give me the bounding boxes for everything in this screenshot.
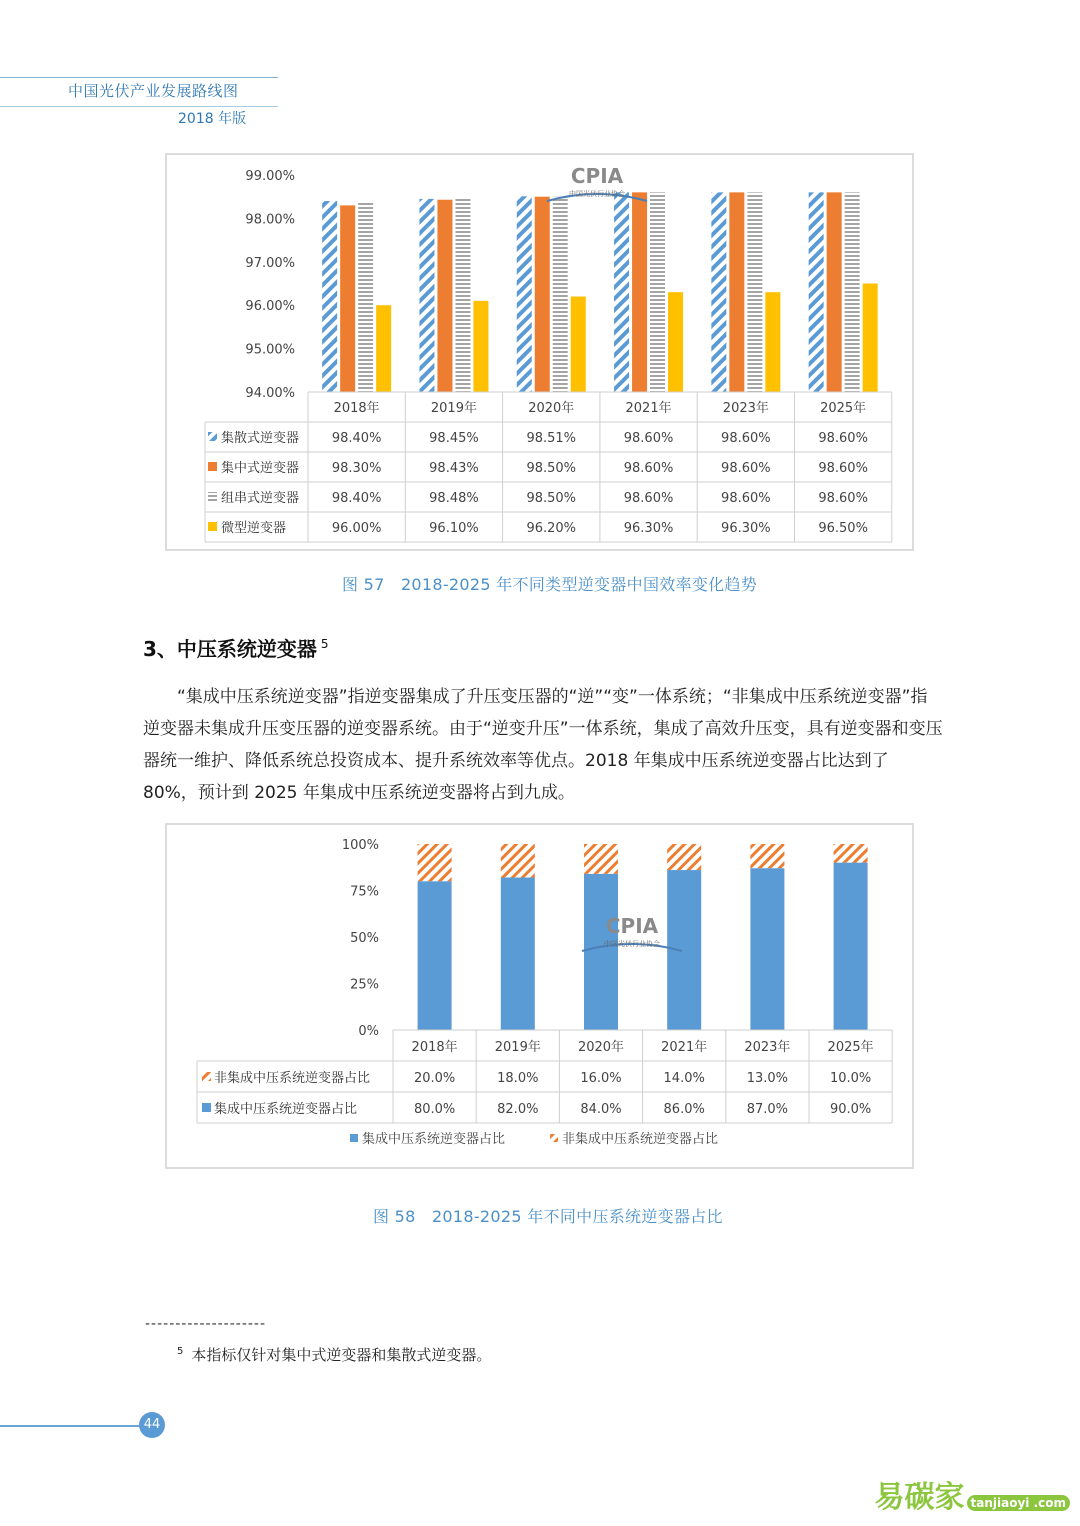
data-label: 98.60% bbox=[623, 461, 674, 476]
brand-watermark bbox=[875, 1472, 1070, 1516]
cpia-logo: CPIA bbox=[570, 164, 624, 188]
bar bbox=[729, 192, 744, 392]
running-header-title: 中国光伏产业发展路线图 bbox=[68, 82, 239, 100]
y-tick-label: 50% bbox=[350, 931, 379, 946]
chart-57-frame bbox=[165, 153, 914, 551]
legend-label: 集散式逆变器 bbox=[221, 431, 300, 446]
footnote bbox=[177, 1344, 491, 1365]
bar bbox=[419, 199, 434, 392]
legend-label: 集成中压系统逆变器占比 bbox=[214, 1102, 358, 1117]
x-tick-label: 2025年 bbox=[820, 401, 867, 416]
x-tick-label: 2023年 bbox=[744, 1040, 791, 1055]
bar bbox=[535, 197, 550, 392]
legend-swatch bbox=[208, 462, 217, 471]
legend-swatch bbox=[208, 522, 217, 531]
bottom-legend-swatch bbox=[350, 1134, 358, 1142]
x-tick-label: 2025年 bbox=[827, 1040, 874, 1055]
data-label: 98.60% bbox=[818, 491, 868, 506]
bar bbox=[553, 197, 568, 392]
bar bbox=[340, 205, 355, 392]
bar-non-integrated bbox=[584, 844, 618, 874]
x-tick-label: 2019年 bbox=[494, 1040, 541, 1055]
data-label: 98.60% bbox=[818, 461, 868, 476]
bar bbox=[711, 192, 726, 392]
bar bbox=[650, 192, 665, 392]
bar bbox=[614, 192, 629, 392]
bar bbox=[571, 297, 586, 392]
bar bbox=[437, 200, 452, 392]
brand-watermark-text: 易碳家 bbox=[874, 1480, 965, 1515]
legend-swatch bbox=[208, 492, 217, 501]
bottom-legend-label: 集成中压系统逆变器占比 bbox=[362, 1132, 506, 1147]
data-label: 98.50% bbox=[526, 491, 577, 506]
x-tick-label: 2021年 bbox=[661, 1040, 708, 1055]
data-label: 96.50% bbox=[818, 521, 868, 536]
x-tick-label: 2021年 bbox=[625, 401, 672, 416]
section-title bbox=[143, 633, 329, 662]
data-label: 96.00% bbox=[331, 521, 382, 536]
legend-label: 非集成中压系统逆变器占比 bbox=[214, 1071, 371, 1086]
data-label: 98.45% bbox=[429, 431, 479, 446]
y-tick-label: 94.00% bbox=[245, 386, 295, 401]
data-label: 90.0% bbox=[829, 1102, 872, 1117]
legend-swatch bbox=[202, 1072, 211, 1081]
data-label: 96.20% bbox=[526, 521, 577, 536]
data-label: 10.0% bbox=[829, 1071, 872, 1086]
x-tick-label: 2018年 bbox=[333, 401, 380, 416]
legend-label: 微型逆变器 bbox=[221, 521, 287, 536]
cpia-logo-subtitle: 中国光伏行业协会 bbox=[569, 190, 625, 198]
y-tick-label: 25% bbox=[350, 977, 379, 993]
data-label: 98.60% bbox=[818, 431, 868, 446]
chart-57-caption: 图 57 2018-2025 年不同类型逆变器中国效率变化趋势 bbox=[342, 575, 758, 594]
data-label: 18.0% bbox=[497, 1071, 539, 1086]
data-label: 13.0% bbox=[746, 1071, 789, 1086]
data-label: 80.0% bbox=[413, 1102, 456, 1117]
y-tick-label: 96.00% bbox=[245, 299, 295, 315]
legend-label: 组串式逆变器 bbox=[221, 491, 300, 506]
cpia-logo: CPIA bbox=[605, 914, 659, 938]
chart-58-frame bbox=[165, 823, 914, 1169]
bar-integrated bbox=[501, 877, 535, 1030]
cpia-logo-subtitle: 中国光伏行业协会 bbox=[604, 940, 660, 948]
data-label: 98.50% bbox=[526, 461, 577, 476]
y-tick-label: 75% bbox=[350, 884, 379, 900]
x-tick-label: 2023年 bbox=[722, 401, 769, 416]
body-paragraph-text: “集成中压系统逆变器”指逆变器集成了升压变压器的“逆”“变”一体系统；“非集成中压系统逆变器”指逆变器未集成升压变压器的逆变器系统。由于“逆变升压”一体系统，集成了高效升压变，具有逆变器和变压器统一维护、降低系统总投资成本、提升系统效率等优点。2018 年集成中压系统逆变器占比达到了 80%，预计到 2025 年集成中压系统逆变器将占到九成。 bbox=[143, 687, 943, 803]
chart-57 bbox=[167, 155, 912, 549]
data-label: 98.60% bbox=[623, 491, 674, 506]
data-label: 20.0% bbox=[413, 1071, 456, 1086]
x-tick-label: 2020年 bbox=[577, 1040, 625, 1055]
footnote-rule: -------------------- bbox=[145, 1316, 267, 1332]
x-tick-label: 2018年 bbox=[411, 1040, 458, 1055]
y-tick-label: 0% bbox=[358, 1024, 379, 1039]
data-label: 98.51% bbox=[526, 431, 577, 446]
data-label: 98.40% bbox=[331, 491, 382, 506]
bar bbox=[747, 192, 762, 392]
bar-integrated bbox=[834, 863, 868, 1030]
y-tick-label: 97.00% bbox=[245, 255, 295, 271]
data-label: 16.0% bbox=[580, 1071, 622, 1086]
bar bbox=[473, 301, 488, 392]
x-tick-label: 2019年 bbox=[430, 401, 477, 416]
data-label: 98.48% bbox=[429, 491, 479, 506]
bar bbox=[358, 201, 373, 392]
body-paragraph bbox=[143, 681, 943, 809]
running-header-edition: 2018 年版 bbox=[178, 111, 247, 127]
bar bbox=[765, 292, 780, 392]
page-number: 44 bbox=[139, 1412, 165, 1438]
x-tick-label: 2020年 bbox=[528, 401, 575, 416]
y-tick-label: 95.00% bbox=[245, 342, 295, 358]
data-label: 98.60% bbox=[623, 431, 674, 446]
y-tick-label: 98.00% bbox=[245, 212, 295, 228]
bar bbox=[668, 292, 683, 392]
bottom-legend-swatch bbox=[550, 1134, 558, 1142]
chart-58 bbox=[167, 825, 912, 1167]
footnote-text: 本指标仅针对集中式逆变器和集散式逆变器。 bbox=[191, 1346, 492, 1364]
bar-integrated bbox=[584, 874, 618, 1030]
data-label: 96.30% bbox=[721, 521, 771, 536]
legend-label: 集中式逆变器 bbox=[221, 461, 300, 476]
data-label: 98.30% bbox=[331, 461, 382, 476]
bar-non-integrated bbox=[667, 844, 701, 870]
bar-non-integrated bbox=[418, 844, 452, 881]
header-rule bbox=[0, 77, 278, 78]
bar-integrated bbox=[418, 881, 452, 1030]
chart-58-caption: 图 58 2018-2025 年不同中压系统逆变器占比 bbox=[373, 1207, 723, 1226]
bar bbox=[827, 192, 842, 392]
data-label: 98.40% bbox=[331, 431, 382, 446]
bottom-legend-label: 非集成中压系统逆变器占比 bbox=[562, 1132, 719, 1147]
bar-non-integrated bbox=[834, 844, 868, 863]
header-rule-lower bbox=[0, 106, 278, 107]
legend-swatch bbox=[202, 1103, 211, 1112]
data-label: 82.0% bbox=[497, 1102, 539, 1117]
data-label: 86.0% bbox=[663, 1102, 705, 1117]
bar bbox=[517, 196, 532, 392]
data-label: 96.10% bbox=[429, 521, 479, 536]
y-tick-label: 100% bbox=[341, 838, 379, 853]
data-label: 14.0% bbox=[663, 1071, 705, 1086]
section-footnote-mark: 5 bbox=[320, 637, 329, 652]
brand-watermark-domain: tanjiaoyi .com bbox=[967, 1495, 1070, 1511]
footnote-mark: 5 bbox=[177, 1346, 184, 1357]
bar bbox=[809, 192, 824, 392]
data-label: 96.30% bbox=[623, 521, 674, 536]
section-title-text: 3、中压系统逆变器 bbox=[143, 637, 317, 661]
y-tick-label: 99.00% bbox=[245, 169, 295, 184]
bar bbox=[455, 198, 470, 392]
data-label: 98.60% bbox=[721, 431, 771, 446]
page-number-rule bbox=[0, 1425, 140, 1427]
bar bbox=[863, 284, 878, 393]
legend-swatch bbox=[208, 432, 217, 441]
bar bbox=[845, 192, 860, 392]
data-label: 87.0% bbox=[746, 1102, 789, 1117]
bar bbox=[632, 192, 647, 392]
bar bbox=[322, 201, 337, 392]
bar-integrated bbox=[667, 870, 701, 1030]
data-label: 98.60% bbox=[721, 461, 771, 476]
bar-integrated bbox=[750, 868, 784, 1030]
bar-non-integrated bbox=[501, 844, 535, 877]
data-label: 98.43% bbox=[429, 461, 479, 476]
data-label: 84.0% bbox=[580, 1102, 622, 1117]
bar-non-integrated bbox=[750, 844, 784, 868]
bar bbox=[376, 305, 391, 392]
data-label: 98.60% bbox=[721, 491, 771, 506]
